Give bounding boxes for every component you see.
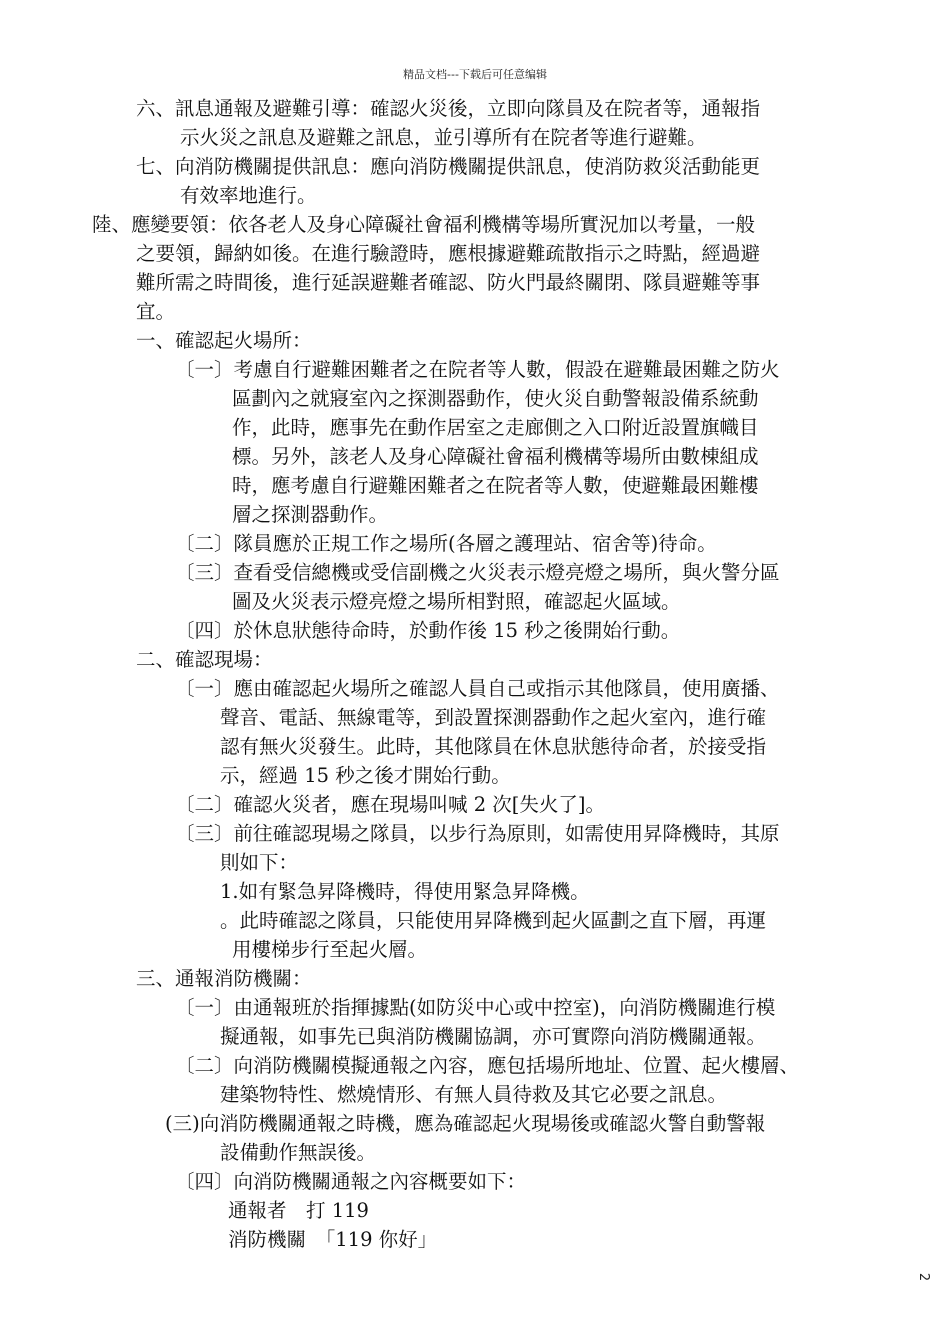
text-line: 〔四〕向消防機關通報之內容概要如下：: [175, 1170, 527, 1193]
text-line: 1.如有緊急昇降機時，得使用緊急昇降機。: [220, 880, 590, 903]
text-line: 〔一〕應由確認起火場所之確認人員自己或指示其他隊員，使用廣播、: [175, 677, 780, 700]
text-line: 〔二〕隊員應於正規工作之場所(各層之護理站、宿舍等)待命。: [175, 532, 717, 555]
text-line: 建築物特性、燃燒情形、有無人員待救及其它必要之訊息。: [220, 1083, 728, 1106]
text-line: 二、確認現場：: [136, 648, 273, 671]
page-number: 2: [916, 1272, 931, 1282]
text-line: 設備動作無誤後。: [220, 1141, 377, 1164]
text-line: 三、通報消防機關：: [136, 967, 312, 990]
text-line: 聲音、電話、無線電等，到設置探測器動作之起火室內，進行確: [220, 706, 767, 729]
text-line: 擬通報，如事先已與消防機關協調，亦可實際向消防機關通報。: [220, 1025, 767, 1048]
text-line: 。此時確認之隊員，只能使用昇降機到起火區劃之直下層，再運: [220, 909, 767, 932]
text-line: 〔二〕向消防機關模擬通報之內容，應包括場所地址、位置、起火樓層、: [175, 1054, 800, 1077]
text-line: 〔一〕由通報班於指揮據點(如防災中心或中控室)，向消防機關進行模: [175, 996, 776, 1019]
text-line: 〔三〕查看受信總機或受信副機之火災表示燈亮燈之場所，與火警分區: [175, 561, 780, 584]
text-line: 區劃內之就寢室內之探測器動作，使火災自動警報設備系統動: [232, 387, 759, 410]
text-line: 通報者 打 119: [228, 1199, 369, 1222]
text-line: 認有無火災發生。此時，其他隊員在休息狀態待命者，於接受指: [220, 735, 767, 758]
text-line: 消防機關 「119 你好」: [228, 1228, 438, 1251]
text-line: 用樓梯步行至起火層。: [232, 938, 428, 961]
text-line: 六、訊息通報及避難引導：確認火災後，立即向隊員及在院者等，通報指: [136, 97, 761, 120]
text-line: 難所需之時間後，進行延誤避難者確認、防火門最終關閉、隊員避難等事: [136, 271, 761, 294]
page-header: 精品文档---下载后可任意编辑: [403, 68, 547, 81]
text-line: 有效率地進行。: [180, 184, 317, 207]
text-line: 作，此時，應事先在動作居室之走廊側之入口附近設置旗幟目: [232, 416, 759, 439]
text-line: 宜。: [136, 300, 176, 323]
text-line: 圖及火災表示燈亮燈之場所相對照，確認起火區域。: [232, 590, 681, 613]
text-line: 示火災之訊息及避難之訊息，並引導所有在院者等進行避難。: [180, 126, 707, 149]
text-line: 〔二〕確認火災者，應在現場叫喊 2 次[失火了]。: [175, 793, 606, 816]
text-line: (三)向消防機關通報之時機，應為確認起火現場後或確認火警自動警報: [165, 1112, 766, 1135]
text-line: 示，經過 15 秒之後才開始行動。: [220, 764, 511, 787]
text-line: 層之探測器動作。: [232, 503, 389, 526]
text-line: 〔一〕考慮自行避難困難者之在院者等人數，假設在避難最困難之防火: [175, 358, 780, 381]
text-line: 標。另外，該老人及身心障礙社會福利機構等場所由數棟組成: [232, 445, 759, 468]
text-line: 七、向消防機關提供訊息：應向消防機關提供訊息，使消防救災活動能更: [136, 155, 761, 178]
text-line: 陸、應變要領：依各老人及身心障礙社會福利機構等場所實況加以考量，一般: [92, 213, 756, 236]
text-line: 時，應考慮自行避難困難者之在院者等人數，使避難最困難樓: [232, 474, 759, 497]
text-line: 之要領，歸納如後。在進行驗證時，應根據避難疏散指示之時點，經過避: [136, 242, 761, 265]
text-line: 〔三〕前往確認現場之隊員，以步行為原則，如需使用昇降機時，其原: [175, 822, 780, 845]
text-line: 〔四〕於休息狀態待命時，於動作後 15 秒之後開始行動。: [175, 619, 681, 642]
text-line: 則如下：: [220, 851, 299, 874]
text-line: 一、確認起火場所：: [136, 329, 312, 352]
